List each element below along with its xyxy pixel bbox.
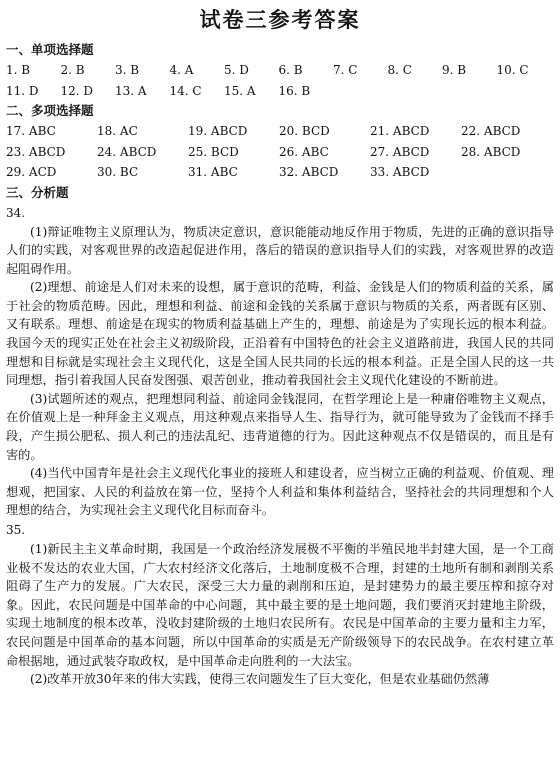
- answer-paragraph: (1)辩证唯物主义原理认为，物质决定意识，意识能能动地反作用于物质，先进的正确的意识指导人们的实践，对客观世界的改造起促进作用，落后的错误的意识指导人们的实践，对客观世界的改造起阻碍作用。: [6, 224, 554, 276]
- answer-row: [6, 60, 554, 81]
- answer-item: 21. ABCD: [370, 124, 430, 138]
- answer-item: 5. D: [224, 63, 249, 77]
- answer-item: 3. B: [115, 63, 140, 77]
- answer-item: 15. A: [224, 83, 256, 98]
- question-number: 34.: [6, 205, 26, 220]
- answer-item: 17. ABC: [6, 124, 56, 138]
- answer-item: 32. ABCD: [279, 165, 339, 179]
- answer-paragraph: (2)理想、前途是人们对未来的设想，属于意识的范畴，利益、金钱是人们的物质利益的关系，属于社会的物质范畴。因此，理想和利益、前途和金钱的关系属于意识与物质的关系，两者既有区别、又有联系。理想、前途是在现实的物质利益基础上产生的，理想、前途是为了实现长远的根本利益。我国今天的现实正处在社会主义初级阶段，正沿着有中国特色的社会主义道路前进，我国人民的共同理想和目标就是实现社会主义现代化，这是全国人民共同的长远的根本利益。正是全国人民的这一共同理想，指引着我国人民奋发图强、艰苦创业，推动着我国社会主义现代化建设的不断前进。: [6, 280, 554, 388]
- answer-paragraph: (2)改革开放30年来的伟大实践，使得三农问题发生了巨大变化，但是农业基础仍然薄: [30, 672, 490, 687]
- answer-item: 20. BCD: [279, 124, 330, 138]
- answer-item: 28. ABCD: [461, 144, 521, 159]
- answer-paragraph: (3)试题所述的观点，把理想同利益、前途同金钱混同，在哲学理论上是一种庸俗唯物主义观点，在价值观上是一种拜金主义观点，用这种观点来指导人生、指导行为，就可能导致为了金钱而不择手段，产生损公肥私、损人利己的违法乱纪、违背道德的行为。因此这种观点不仅是错误的，而且是有害的。: [6, 391, 554, 462]
- answer-row: [6, 81, 554, 102]
- answer-item: 7. C: [333, 63, 358, 77]
- section-heading-analysis: 三、分析题: [6, 184, 69, 200]
- answer-item: 8. C: [387, 63, 412, 77]
- answer-item: 30. BC: [97, 165, 139, 179]
- answer-item: 25. BCD: [188, 144, 239, 159]
- answer-row: [6, 162, 554, 183]
- question-number: 35.: [6, 523, 26, 537]
- answer-item: 33. ABCD: [370, 165, 430, 179]
- answer-item: 12. D: [60, 83, 94, 98]
- section-heading-multiple-choice: 二、多项选择题: [6, 103, 94, 118]
- answer-item: 16. B: [278, 83, 311, 98]
- answer-item: 24. ABCD: [97, 144, 157, 159]
- answer-item: 11. D: [6, 83, 39, 98]
- answer-item: 19. ABCD: [188, 124, 248, 138]
- answer-item: 22. ABCD: [461, 124, 521, 138]
- answer-item: 4. A: [169, 63, 194, 77]
- answer-paragraph: (1)新民主主义革命时期，我国是一个政治经济发展极不平衡的半殖民地半封建大国，是一个工商业极不发达的农业大国，广大农村经济文化落后，土地制度极不合理，封建的土地所有制和剥削关系阻碍了生产力的发展。广大农民，深受三大力量的剥削和压迫，是封建势力的最主要压榨和掠夺对象。因此，农民问题是中国革命的中心问题，其中最主要的是土地问题，我们要消灭封建地主阶级，实现土地制度的根本改革，没收封建阶级的土地归农民所有。农民是中国革命的主要力量和主力军，农民问题是中国革命的基本问题，所以中国革命的实质是无产阶级领导下的农民战争。在农村建立革命根据地，通过武装夺取政权，是中国革命走向胜利的一大法宝。: [6, 542, 554, 668]
- answer-item: 9. B: [442, 63, 467, 77]
- answer-item: 6. B: [278, 63, 303, 77]
- answer-item: 31. ABC: [188, 165, 238, 179]
- answer-item: 26. ABC: [279, 144, 329, 159]
- answer-row: [6, 121, 554, 142]
- answer-item: 18. AC: [97, 124, 138, 138]
- answer-item: 1. B: [6, 63, 31, 77]
- answer-paragraph: (4)当代中国青年是社会主义现代化事业的接班人和建设者，应当树立正确的利益观、价值观、理想观，把国家、人民的利益放在第一位，坚持个人利益和集体利益结合，坚持社会的共同理想和个人理想的结合，为实现社会主义现代化目标而奋斗。: [6, 466, 554, 518]
- section-heading-single-choice: 一、单项选择题: [6, 42, 94, 57]
- answer-item: 14. C: [169, 83, 202, 98]
- answer-row: [6, 142, 554, 163]
- answer-item: 2. B: [60, 63, 85, 77]
- answer-item: 13. A: [115, 83, 147, 98]
- answer-item: 23. ABCD: [6, 144, 66, 159]
- answer-item: 29. ACD: [6, 165, 57, 179]
- answer-item: 27. ABCD: [370, 144, 430, 159]
- page-title: 试卷三参考答案: [199, 7, 361, 32]
- answer-item: 10. C: [496, 63, 529, 77]
